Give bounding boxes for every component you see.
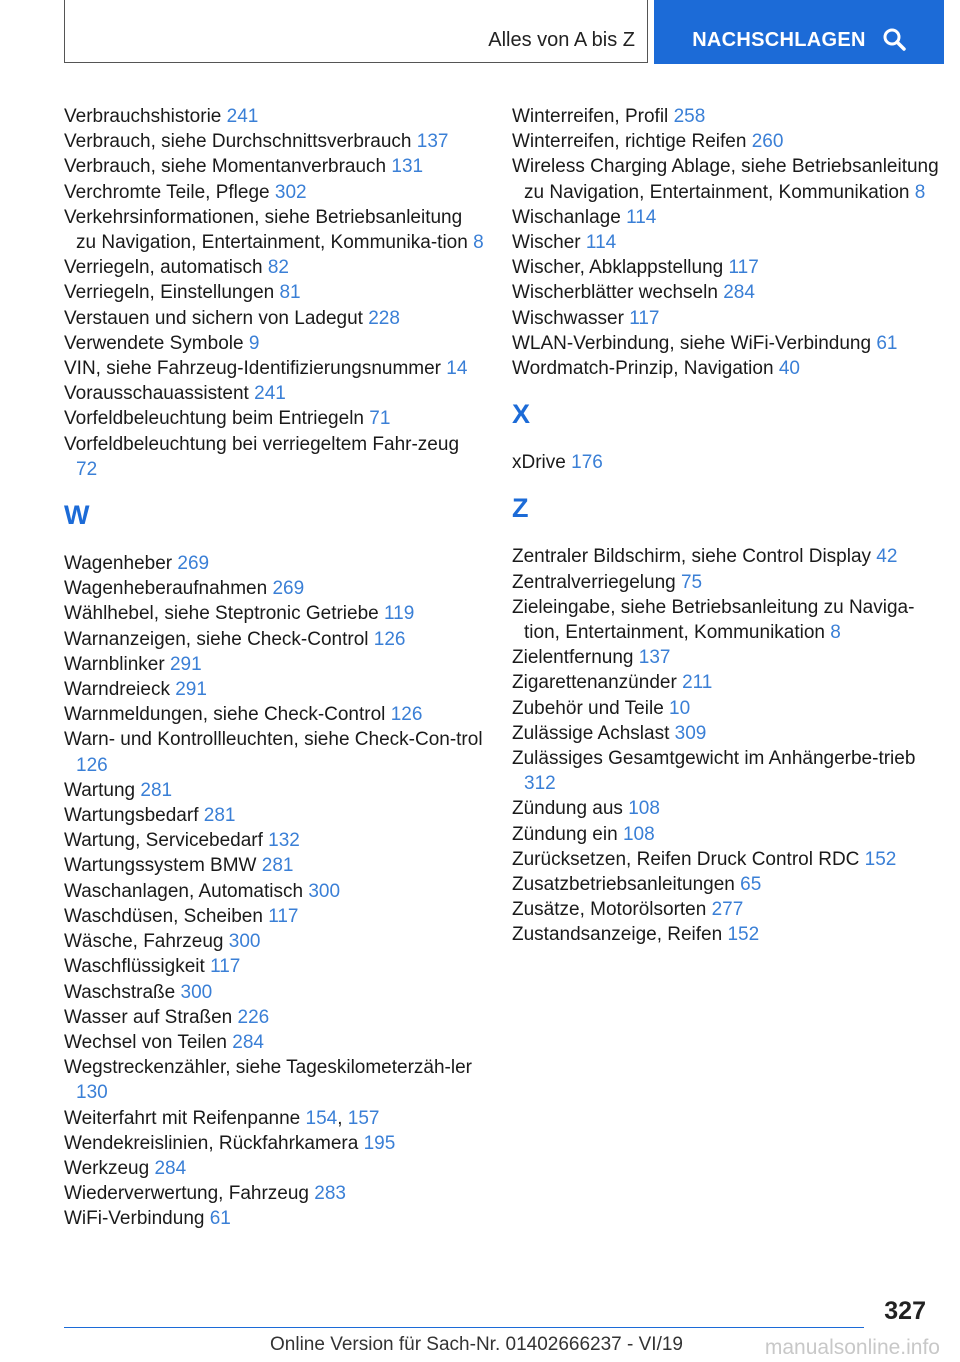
- index-entry: [512, 746, 942, 796]
- page-link[interactable]: 42: [876, 546, 898, 568]
- index-entry: [64, 104, 484, 129]
- index-entry-text: Vorfeldbeleuchtung bei verriegeltem Fahr-zeug: [64, 433, 460, 455]
- index-entry-text: WLAN-Verbindung, siehe WiFi-Verbindung: [512, 332, 872, 354]
- index-entry: [64, 129, 484, 154]
- index-entry: [64, 727, 484, 777]
- index-entry-text: Warndreieck: [64, 679, 170, 701]
- index-entry-text: Wartung: [64, 779, 136, 801]
- page-link[interactable]: 300: [228, 931, 261, 953]
- index-entry-text: Verchromte Teile, Pflege: [64, 181, 270, 203]
- page-link[interactable]: 14: [446, 358, 468, 380]
- page-link[interactable]: 176: [571, 452, 603, 474]
- page-link[interactable]: 284: [723, 282, 755, 304]
- index-entry-text: Wählhebel, siehe Steptronic Getriebe: [64, 603, 379, 625]
- page-link[interactable]: 9: [248, 332, 260, 354]
- page-link[interactable]: 291: [169, 653, 202, 675]
- page-link[interactable]: 281: [203, 805, 236, 827]
- index-entry: [64, 306, 484, 331]
- index-entry-text: Vorfeldbeleuchtung beim Entriegeln: [64, 408, 364, 430]
- index-entry-text: Wischerblätter wechseln: [512, 282, 718, 304]
- index-entry: [512, 822, 942, 847]
- page-link[interactable]: 117: [728, 257, 759, 279]
- index-entry-text: Wischanlage: [512, 206, 621, 228]
- index-entry-text: WiFi-Verbindung: [64, 1208, 205, 1230]
- page-link[interactable]: 152: [864, 848, 897, 870]
- index-entry: [512, 595, 942, 645]
- page-link[interactable]: 241: [254, 383, 286, 405]
- index-entry: [64, 1131, 484, 1156]
- page-link[interactable]: 117: [629, 307, 660, 329]
- page-link[interactable]: 61: [876, 332, 898, 354]
- page-link[interactable]: 300: [308, 880, 341, 902]
- index-entry: [64, 1206, 484, 1231]
- page-link[interactable]: 283: [314, 1183, 346, 1205]
- page-link[interactable]: 117: [210, 956, 241, 978]
- index-entry-text: Zulässige Achslast: [512, 722, 670, 744]
- page-link[interactable]: 269: [177, 553, 210, 575]
- index-entry-text: Vorausschauassistent: [64, 383, 249, 405]
- page-link[interactable]: 82: [267, 257, 289, 279]
- index-entry: [512, 796, 942, 821]
- page-link[interactable]: 137: [416, 131, 449, 153]
- index-entry: [512, 670, 942, 695]
- index-entry: [64, 1055, 484, 1105]
- index-entry-text: Zurücksetzen, Reifen Druck Control RDC: [512, 848, 860, 870]
- page-link[interactable]: 40: [778, 358, 800, 380]
- index-entry-text: Wagenheberaufnahmen: [64, 578, 268, 600]
- page-link[interactable]: 228: [368, 307, 400, 329]
- page-link[interactable]: 260: [751, 131, 784, 153]
- index-entry: [512, 721, 942, 746]
- index-entry: [64, 255, 484, 280]
- index-column-left: [64, 104, 484, 1232]
- index-entry: [64, 954, 484, 979]
- page-link[interactable]: 108: [622, 823, 655, 845]
- index-entry: [64, 652, 484, 677]
- index-entry: [64, 702, 484, 727]
- index-entry-text: Zielentfernung: [512, 647, 634, 669]
- index-entry-text: Warnanzeigen, siehe Check-Control: [64, 628, 369, 650]
- index-entry: [512, 255, 942, 280]
- index-entry: [64, 879, 484, 904]
- index-entry: [512, 872, 942, 897]
- index-entry: [512, 696, 942, 721]
- page-link[interactable]: 8: [830, 622, 841, 644]
- index-entry-text: Verbrauch, siehe Momentanverbrauch: [64, 156, 387, 178]
- index-entry-text: Zieleingabe, siehe Betriebsanleitung zu Naviga-tion, Entertainment, Kommunikation: [512, 596, 915, 644]
- index-entry-text: Verbrauchshistorie: [64, 106, 222, 127]
- index-entry-text: xDrive: [512, 452, 566, 474]
- index-entry: [512, 280, 942, 305]
- search-icon: [882, 27, 906, 51]
- index-entry-text: Wagenheber: [64, 553, 173, 575]
- header-section-box: [64, 0, 648, 63]
- nachschlagen-label: NACHSCHLAGEN: [692, 28, 866, 51]
- index-entry-text: Waschstraße: [64, 981, 176, 1003]
- index-entry-text: Winterreifen, Profil: [512, 106, 669, 127]
- index-entry: [64, 280, 484, 305]
- index-entry: [64, 356, 484, 381]
- page-link[interactable]: 8: [473, 232, 484, 254]
- index-entry-text: Warn- und Kontrollleuchten, siehe Check-Con-trol: [64, 729, 483, 751]
- index-entry: [512, 356, 942, 381]
- page-link[interactable]: 71: [369, 408, 391, 430]
- index-entry: [512, 544, 942, 569]
- index-entry-text: Wechsel von Teilen: [64, 1031, 228, 1053]
- watermark: manualsonline.info: [764, 1336, 940, 1359]
- index-entry: [64, 180, 484, 205]
- index-entry: [512, 205, 942, 230]
- index-entry: [512, 847, 942, 872]
- page-link[interactable]: 65: [740, 874, 762, 896]
- page-link[interactable]: 131: [391, 156, 424, 178]
- index-entry: [64, 1005, 484, 1030]
- page-link[interactable]: 132: [268, 830, 300, 852]
- page-link[interactable]: 10: [669, 697, 691, 719]
- index-entry-text: Zubehör und Teile: [512, 697, 664, 719]
- page-link[interactable]: 152: [727, 924, 760, 946]
- page-link[interactable]: 114: [626, 206, 657, 228]
- index-letter-heading: X: [512, 399, 531, 430]
- page-link[interactable]: 291: [175, 679, 207, 701]
- index-entry-text: Verstauen und sichern von Ladegut: [64, 307, 363, 329]
- page-link[interactable]: 258: [673, 106, 706, 127]
- page-link[interactable]: 117: [268, 905, 299, 927]
- index-entry: [64, 778, 484, 803]
- index-entry: [64, 828, 484, 853]
- page-link[interactable]: 241: [226, 106, 259, 127]
- index-entry-text: Zusätze, Motorölsorten: [512, 899, 707, 921]
- index-entry-text: Wischer, Abklappstellung: [512, 257, 724, 279]
- index-entry: [512, 154, 942, 204]
- page-link[interactable]: 226: [237, 1006, 270, 1028]
- index-entry: [512, 104, 942, 129]
- index-entry: [512, 645, 942, 670]
- index-entry-text: Zigarettenanzünder: [512, 672, 677, 694]
- online-version-text: Online Version für Sach-Nr. 01402666237 - VI/19: [270, 1334, 683, 1355]
- index-entry: [64, 1181, 484, 1206]
- index-entry: [64, 853, 484, 878]
- index-entry: [64, 1156, 484, 1181]
- index-entry-text: Wartung, Servicebedarf: [64, 830, 263, 852]
- index-entry-text: Wartungssystem BMW: [64, 855, 257, 877]
- page-link[interactable]: 137: [638, 647, 671, 669]
- index-entry: [512, 922, 942, 947]
- page-link[interactable]: 154: [305, 1107, 338, 1129]
- page-link[interactable]: 61: [209, 1208, 231, 1230]
- page-number: 327: [884, 1297, 926, 1325]
- index-entry-text: Warnblinker: [64, 653, 165, 675]
- page-link[interactable]: 108: [628, 798, 660, 820]
- page-link[interactable]: 277: [711, 899, 744, 921]
- index-entry: [64, 929, 484, 954]
- index-entry-text: Zündung ein: [512, 823, 618, 845]
- index-entry-text: Verwendete Symbole: [64, 332, 244, 354]
- index-entry: [64, 205, 484, 255]
- page-link[interactable]: 119: [384, 603, 415, 625]
- index-entry-text: Wiederverwertung, Fahrzeug: [64, 1183, 309, 1205]
- index-letter-heading: Z: [512, 493, 529, 524]
- index-entry-text: Verkehrsinformationen, siehe Betriebsanleitung zu Navigation, Entertainment, Kommunika-tion: [64, 206, 468, 254]
- index-entry: [64, 432, 484, 482]
- index-entry: [64, 627, 484, 652]
- page-link[interactable]: 126: [390, 704, 423, 726]
- page-link[interactable]: 281: [261, 855, 294, 877]
- index-entry-text: Zustandsanzeige, Reifen: [512, 924, 723, 946]
- index-entry-text: Wegstreckenzähler, siehe Tageskilometerzäh-ler: [64, 1057, 472, 1079]
- index-entry: [64, 154, 484, 179]
- page-link[interactable]: 126: [373, 628, 406, 650]
- page-link[interactable]: 81: [279, 282, 301, 304]
- index-entry-text: Wartungsbedarf: [64, 805, 199, 827]
- page-link[interactable]: 75: [680, 571, 703, 593]
- index-entry: [64, 601, 484, 626]
- index-entry: [64, 980, 484, 1005]
- page-link[interactable]: 269: [272, 578, 305, 600]
- index-entry: [64, 1030, 484, 1055]
- index-entry: [512, 450, 942, 475]
- index-entry: [64, 406, 484, 431]
- index-column-right: [512, 104, 942, 948]
- index-entry: [64, 381, 484, 406]
- page-link[interactable]: 130: [76, 1082, 108, 1104]
- page-link[interactable]: 284: [154, 1157, 187, 1179]
- nachschlagen-tab[interactable]: [654, 0, 944, 64]
- page-link[interactable]: 312: [524, 773, 556, 795]
- page-link[interactable]: 114: [585, 232, 617, 254]
- index-entry-text: Waschflüssigkeit: [64, 956, 205, 978]
- index-entry: [64, 576, 484, 601]
- index-entry-text: Waschanlagen, Automatisch: [64, 880, 304, 902]
- page-link[interactable]: 302: [274, 181, 307, 203]
- index-entry: [512, 306, 942, 331]
- index-entry-text: Werkzeug: [64, 1157, 150, 1179]
- page-link[interactable]: 8: [914, 181, 926, 203]
- page-link[interactable]: 281: [140, 779, 173, 801]
- section-title: Alles von A bis Z: [488, 29, 635, 51]
- index-entry-text: Wasser auf Straßen: [64, 1006, 233, 1028]
- page-link[interactable]: 284: [232, 1031, 264, 1053]
- index-entry-text: Waschdüsen, Scheiben: [64, 905, 263, 927]
- page-link[interactable]: 300: [180, 981, 213, 1003]
- index-entry-text: Zusatzbetriebsanleitungen: [512, 874, 735, 896]
- page-link[interactable]: 211: [682, 672, 713, 694]
- index-entry-text: Wischwasser: [512, 307, 624, 329]
- index-entry-text: Weiterfahrt mit Reifenpanne: [64, 1107, 301, 1129]
- footer-divider: [64, 1327, 864, 1328]
- index-entry-text: Zulässiges Gesamtgewicht im Anhängerbe-trieb: [512, 748, 916, 770]
- index-entry-text: Wireless Charging Ablage, siehe Betriebsanleitung zu Navigation, Entertainment, Kommunikation: [512, 156, 939, 203]
- index-entry-text: Wischer: [512, 232, 581, 254]
- index-entry-text: Wäsche, Fahrzeug: [64, 931, 224, 953]
- index-entry: Weiterfahrt mit Reifenpanne 154, 157: [64, 1107, 380, 1129]
- page-link[interactable]: 195: [363, 1132, 396, 1154]
- index-entry-text: Zentraler Bildschirm, siehe Control Display: [512, 546, 872, 568]
- page-link[interactable]: 309: [674, 722, 707, 744]
- index-entry-text: Winterreifen, richtige Reifen: [512, 131, 747, 153]
- index-entry-text: Wendekreislinien, Rückfahrkamera: [64, 1132, 359, 1154]
- page-link[interactable]: 157: [347, 1107, 380, 1129]
- index-entry: [512, 230, 942, 255]
- page-link[interactable]: 126: [76, 754, 108, 776]
- index-entry: [64, 331, 484, 356]
- index-entry-text: Zündung aus: [512, 798, 623, 820]
- index-entry-text: Verbrauch, siehe Durchschnittsverbrauch: [64, 131, 412, 153]
- index-entry: [512, 331, 942, 356]
- index-entry: [64, 551, 484, 576]
- index-entry: [512, 897, 942, 922]
- index-entry: [512, 129, 942, 154]
- index-entry: [512, 570, 942, 595]
- index-entry: [64, 904, 484, 929]
- index-entry-text: Warnmeldungen, siehe Check-Control: [64, 704, 386, 726]
- page-link[interactable]: 72: [76, 458, 98, 480]
- index-entry-text: VIN, siehe Fahrzeug-Identifizierungsnummer: [64, 358, 442, 380]
- index-entry: [64, 803, 484, 828]
- index-entry-text: Verriegeln, Einstellungen: [64, 282, 275, 304]
- index-entry-text: Zentralverriegelung: [512, 571, 676, 593]
- index-entry-text: Verriegeln, automatisch: [64, 257, 263, 279]
- index-letter-heading: W: [64, 500, 90, 531]
- index-entry-text: Wordmatch-Prinzip, Navigation: [512, 358, 774, 380]
- index-entry: [64, 677, 484, 702]
